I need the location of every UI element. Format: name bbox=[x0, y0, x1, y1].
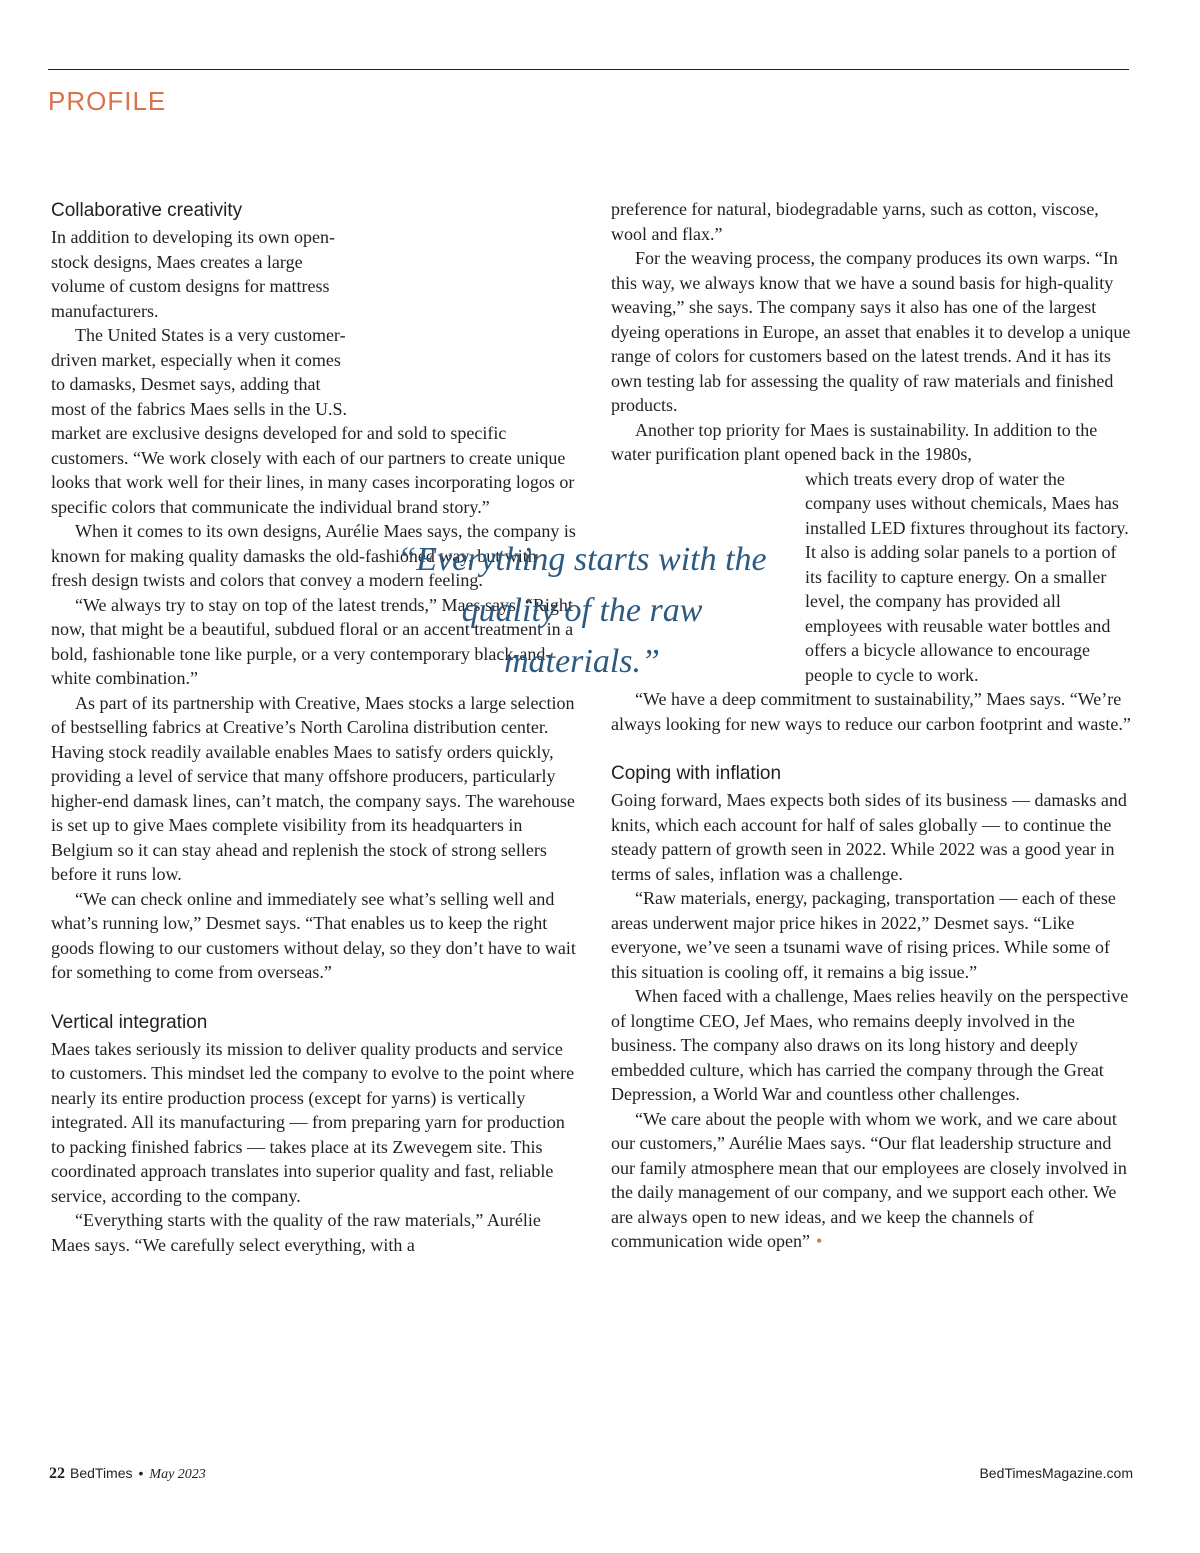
paragraph: “We have a deep commitment to sustainability,” Maes says. “We’re always looking for new ways to reduce our carbon footprint and waste.” bbox=[611, 689, 1131, 734]
paragraph: When it comes to its own designs, Aurélie Maes says, the company is known for making quality damasks the old-fashioned way, but with fresh design twists and colors that convey a modern feeling. bbox=[51, 521, 576, 590]
website-link[interactable]: BedTimesMagazine.com bbox=[979, 1465, 1133, 1481]
pull-quote-spacer-right bbox=[611, 467, 805, 687]
page-number: 22 bbox=[49, 1465, 65, 1482]
final-text: “We care about the people with whom we work, and we care about our customers,” Aurélie Maes says. “Our flat leadership structure and our family atmosphere mean that our employees are closely involved in the daily management of our company, and we support each other. We are always open to new ideas, and we keep the channels of communication wide open” bbox=[611, 1108, 1127, 1251]
heading-coping-with-inflation: Coping with inflation bbox=[611, 763, 782, 784]
publication-name: BedTimes bbox=[70, 1465, 133, 1481]
paragraph: “We always try to stay on top of the latest trends,” Maes says. “Right now, that might be a beautiful, subdued floral or an accent treatment in a bold, fashionable tone like purple, or a very contemporary black-and-white combination.” bbox=[51, 594, 574, 688]
paragraph-final bbox=[611, 1107, 1133, 1254]
paragraph: preference for natural, biodegradable yarns, such as cotton, viscose, wool and flax.” bbox=[611, 199, 1099, 244]
heading-vertical-integration: Vertical integration bbox=[51, 1011, 208, 1033]
pull-quote: “Everything starts with the quality of the raw materials.” bbox=[397, 541, 767, 680]
paragraph: Maes takes seriously its mission to deliver quality products and service to customers. This mindset led the company to evolve to the point where nearly its entire production process (except for yarns) is vertically integrated. All its manufacturing — from preparing yarn for production to packing finished fabrics — takes place at its Zwevegem site. This coordinated approach translates into superior quality and fast, reliable service, according to the company. bbox=[51, 1038, 575, 1206]
end-mark-icon: • bbox=[815, 1231, 823, 1251]
left-column bbox=[51, 197, 576, 1257]
paragraph: Going forward, Maes expects both sides of its business — damasks and knits, which each account for half of sales globally — to continue the steady pattern of growth seen in 2022. While 2022 was a good year in terms of sales, inflation was a challenge. bbox=[611, 790, 1127, 884]
heading-collaborative-creativity: Collaborative creativity bbox=[51, 200, 243, 221]
paragraph: In addition to developing its own open-stock designs, Maes creates a large volume of custom designs for mattress manufacturers. bbox=[51, 227, 335, 321]
paragraph: “Everything starts with the quality of the raw materials,” Aurélie Maes says. “We carefully select everything, with a bbox=[51, 1210, 541, 1255]
paragraph: When faced with a challenge, Maes relies heavily on the perspective of longtime CEO, Jef Maes, who remains deeply involved in the business. The company also draws on its long history and deeply embedded culture, which has carried the company through the Great Depression, a World War and countless other challenges. bbox=[611, 986, 1129, 1104]
right-column bbox=[611, 197, 1133, 1254]
header-rule bbox=[48, 69, 1129, 70]
paragraph: Another top priority for Maes is sustainability. In addition to the water purification plant opened back in the 1980s, which treats every drop of water the company uses without chemicals, Maes has installed LED fixtures throughout its factory. It also is adding solar panels to a portion of its facility to capture energy. On a smaller level, the company has provided all employees with reusable water bottles and offers a bicycle allowance to encourage people to cycle to work. bbox=[611, 419, 1129, 685]
paragraph: The United States is a very customer-driven market, especially when it comes to damasks, Desmet says, adding that most of the fabrics Maes sells in the U.S. market are exclusive designs developed for and sold to specific customers. “We work closely with each of our partners to create unique looks that work well for their lines, in many cases incorporating logos or specific colors that communicate the individual brand story.” bbox=[51, 325, 575, 517]
footer-separator: • bbox=[138, 1465, 144, 1481]
pull-quote-spacer-left bbox=[354, 197, 576, 417]
footer-left bbox=[49, 1465, 206, 1483]
paragraph: “Raw materials, energy, packaging, transportation — each of these areas underwent major price hikes in 2022,” Desmet says. “Like everyone, we’ve seen a tsunami wave of rising prices. While some of this situation is cooling off, it remains a big issue.” bbox=[611, 888, 1116, 982]
section-label: PROFILE bbox=[48, 86, 167, 116]
issue-date: May 2023 bbox=[149, 1467, 206, 1482]
paragraph: For the weaving process, the company produces its own warps. “In this way, we always know that we have a sound basis for high-quality weaving,” she says. The company says it also has one of the largest dyeing operations in Europe, an asset that enables it to develop a unique range of colors for customers based on the latest trends. And it has its own testing lab for assessing the quality of raw materials and finished products. bbox=[611, 248, 1131, 415]
paragraph: “We can check online and immediately see what’s selling well and what’s running low,” Desmet says. “That enables us to keep the right goods flowing to our customers without delay, so they don’t have to wait for something to come from overseas.” bbox=[51, 888, 576, 982]
paragraph: As part of its partnership with Creative, Maes stocks a large selection of bestselling fabrics at Creative’s North Carolina distribution center. Having stock readily available enables Maes to satisfy orders quickly, providing a level of service that many offshore producers, particularly higher-end damask lines, can’t match, the company says. The warehouse is set up to give Maes complete visibility from its headquarters in Belgium so it can stay ahead and replenish the stock of strong sellers before it runs low. bbox=[51, 692, 575, 884]
